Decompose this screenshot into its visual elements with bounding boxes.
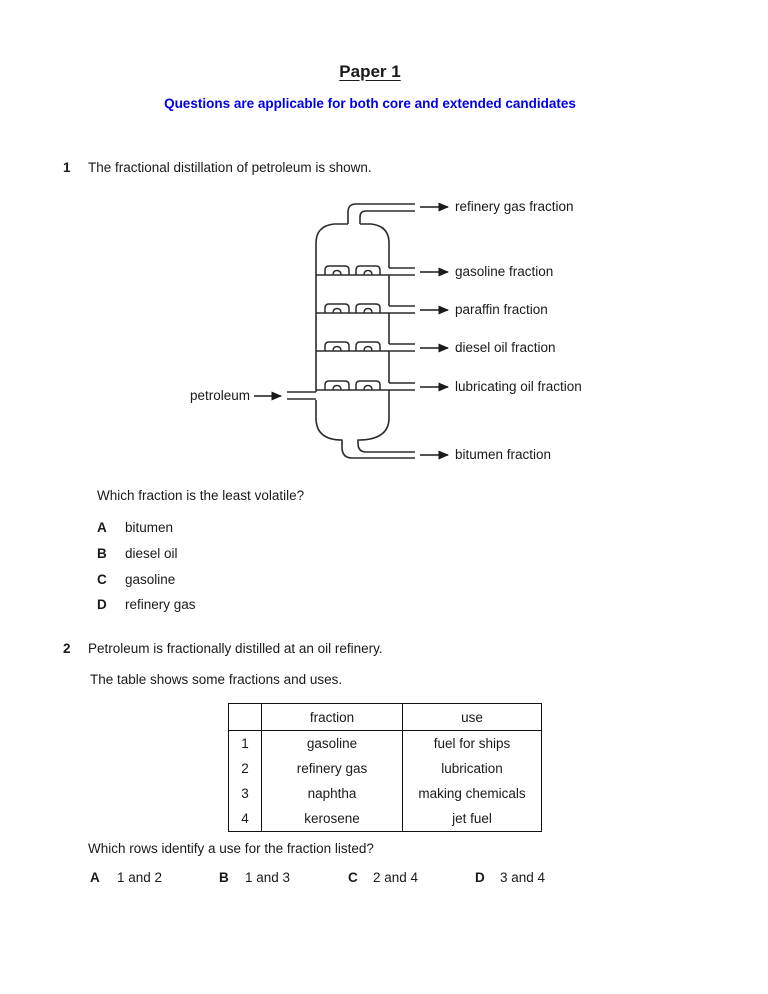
q2-option-a xyxy=(90,869,162,887)
fraction-label-bitumen: bitumen fraction xyxy=(455,447,552,462)
table-row xyxy=(229,806,542,832)
q1-option-d-text: refinery gas xyxy=(125,597,196,612)
question-1-text: The fractional distillation of petroleum is shown. xyxy=(88,160,372,175)
table-cell-use: fuel for ships xyxy=(433,736,511,751)
table-cell-fraction: kerosene xyxy=(262,806,403,832)
question-2-number: 2 xyxy=(63,641,71,656)
table-cell-use: lubrication xyxy=(441,761,503,776)
table-row xyxy=(229,731,542,757)
q2-option-d-text: 3 and 4 xyxy=(500,870,546,885)
q1-option-b-text: diesel oil xyxy=(125,546,178,561)
page-title-band xyxy=(0,62,740,82)
table-cell-fraction: gasoline xyxy=(262,731,403,757)
q1-option-b xyxy=(97,545,178,563)
q1-option-d xyxy=(97,596,196,614)
trays-and-pipes xyxy=(287,266,415,399)
table-header-use: use xyxy=(403,704,542,731)
table-cell-use: jet fuel xyxy=(452,811,492,826)
q1-option-c xyxy=(97,571,175,589)
fraction-label-paraffin: paraffin fraction xyxy=(455,302,548,317)
table-header-row xyxy=(229,704,542,731)
q2-option-d xyxy=(475,869,545,887)
q1-option-c-text: gasoline xyxy=(125,572,176,587)
page-subtitle: Questions are applicable for both core and extended candidates xyxy=(164,96,576,111)
table-cell-fraction: refinery gas xyxy=(262,756,403,781)
q2-option-a-letter: A xyxy=(90,870,100,885)
diagram-arrows xyxy=(254,207,448,455)
question-1-number: 1 xyxy=(63,160,71,175)
question-1-stem xyxy=(63,159,372,177)
table-cell-row-number: 2 xyxy=(229,756,262,781)
question-2-text: Petroleum is fractionally distilled at an oil refinery. xyxy=(88,641,383,656)
q2-option-c xyxy=(348,869,418,887)
table-header-blank xyxy=(229,704,262,731)
table-cell-row-number: 1 xyxy=(229,731,262,757)
table-cell-row-number: 4 xyxy=(229,806,262,832)
q1-option-c-letter: C xyxy=(97,572,107,587)
table-row xyxy=(229,756,542,781)
table-cell-row-number: 3 xyxy=(229,781,262,806)
petroleum-inlet-label: petroleum xyxy=(189,388,250,403)
q1-option-a xyxy=(97,519,173,537)
fractions-table xyxy=(228,703,542,832)
q1-option-a-text: bitumen xyxy=(125,520,174,535)
column-outline xyxy=(316,204,415,458)
table-cell-fraction: naphtha xyxy=(262,781,403,806)
table-header-fraction: fraction xyxy=(262,704,403,731)
question-2-stem xyxy=(63,640,383,658)
q2-option-a-text: 1 and 2 xyxy=(117,870,163,885)
question-2-prompt: Which rows identify a use for the fraction listed? xyxy=(88,841,374,856)
fraction-label-diesel-oil: diesel oil fraction xyxy=(455,340,556,355)
q2-option-b-text: 1 and 3 xyxy=(245,870,291,885)
table-cell-use: making chemicals xyxy=(418,786,526,801)
q1-option-a-letter: A xyxy=(97,520,107,535)
q1-option-b-letter: B xyxy=(97,546,107,561)
question-1-prompt: Which fraction is the least volatile? xyxy=(97,488,305,503)
q2-option-b-letter: B xyxy=(219,870,229,885)
fraction-label-lubricating-oil: lubricating oil fraction xyxy=(455,379,582,394)
page-title: Paper 1 xyxy=(339,62,401,81)
q2-option-c-letter: C xyxy=(348,870,358,885)
q2-option-b xyxy=(219,869,290,887)
page-subtitle-band xyxy=(0,95,740,113)
fraction-label-refinery-gas: refinery gas fraction xyxy=(455,199,574,214)
question-2-text2: The table shows some fractions and uses. xyxy=(90,672,343,687)
q2-option-d-letter: D xyxy=(475,870,485,885)
q1-option-d-letter: D xyxy=(97,597,107,612)
q2-option-c-text: 2 and 4 xyxy=(373,870,419,885)
fraction-label-gasoline: gasoline fraction xyxy=(455,264,554,279)
table-row xyxy=(229,781,542,806)
